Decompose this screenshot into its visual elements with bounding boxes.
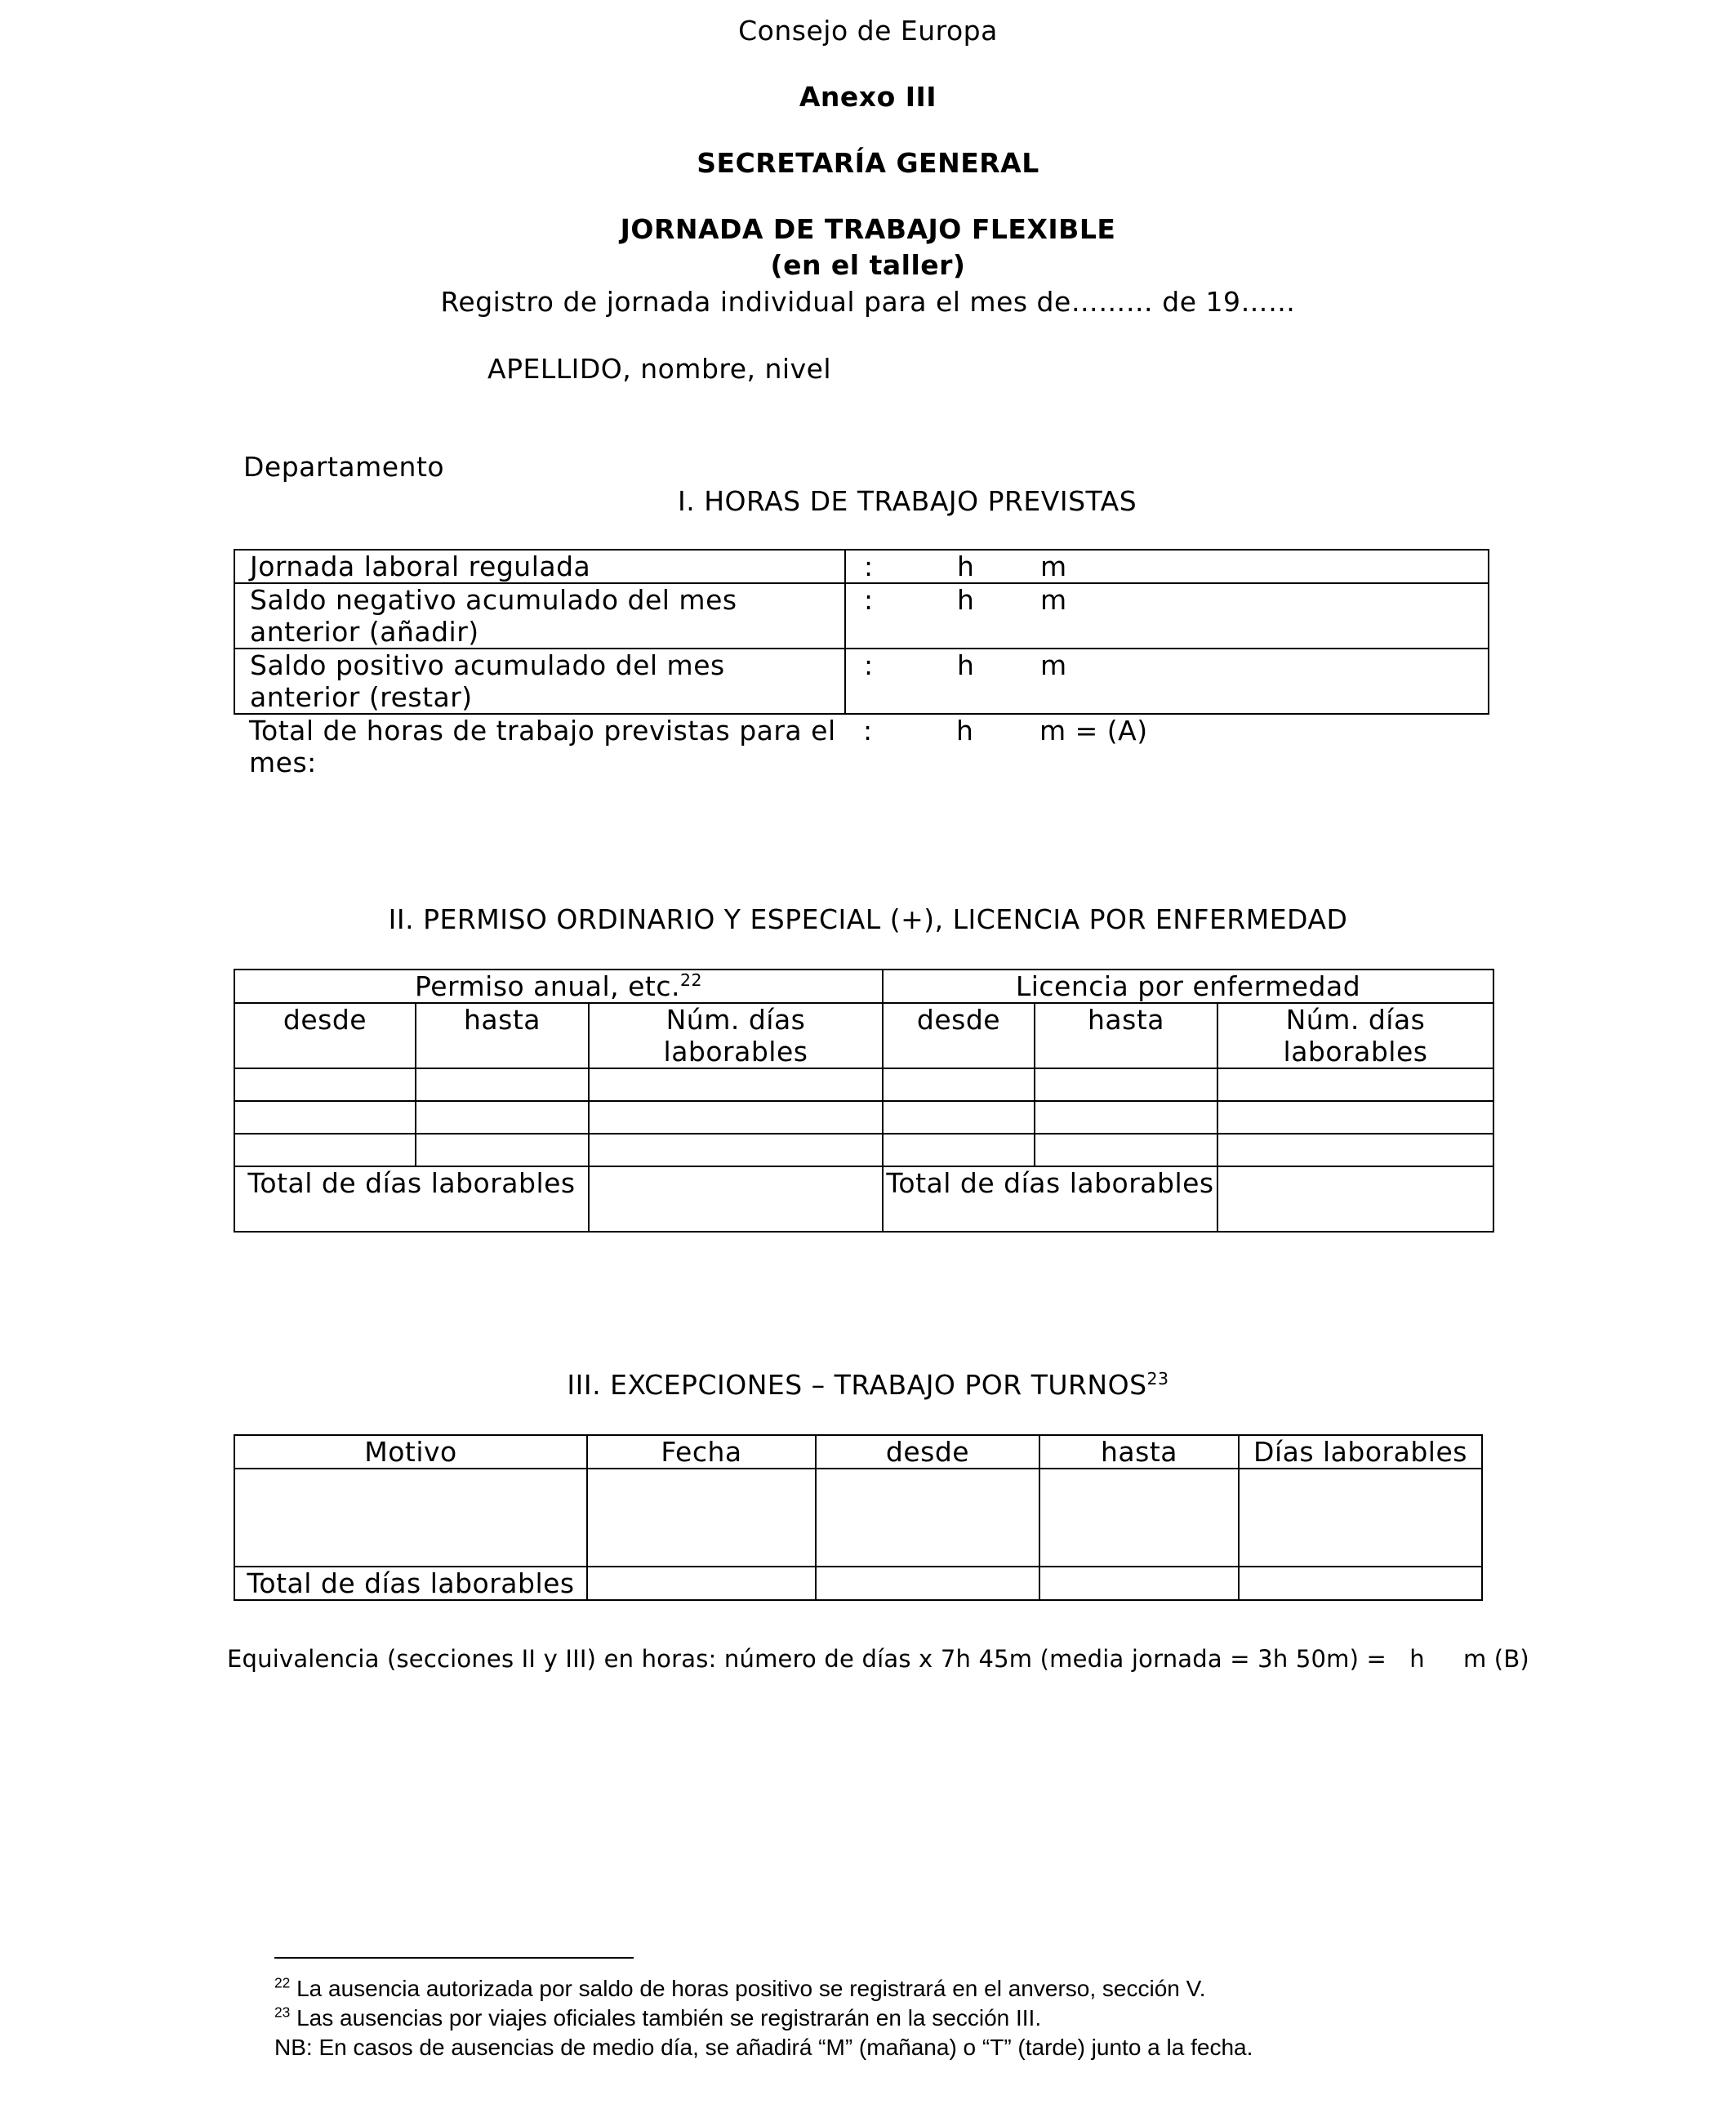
table-row [234,714,1489,778]
row-label: Total de horas de trabajo previstas para el mes: [249,715,836,778]
footnote-text: La ausencia autorizada por saldo de horas positivo se registrará en el anverso, sección V. [296,1976,1206,2001]
register-line: Registro de jornada individual para el mes de……… de 19…… [440,286,1296,318]
table-cell[interactable] [883,1068,1035,1101]
minutes-unit: m [1040,649,1067,681]
table-cell[interactable] [1035,1068,1217,1101]
footnote-mark: 23 [274,2004,291,2021]
table-cell[interactable] [416,1134,589,1166]
total-cell[interactable] [589,1166,883,1232]
row-label: Saldo negativo acumulado del mes anterior (añadir) [234,583,845,649]
hours-unit: h [956,715,974,747]
table-cell[interactable] [416,1068,589,1101]
table-cell[interactable] [1217,1134,1493,1166]
exceptions-table [234,1434,1483,1601]
total-row [234,1567,1482,1600]
section1-heading: I. HORAS DE TRABAJO PREVISTAS [678,485,1137,517]
minutes-unit: m [1040,584,1067,616]
table-cell[interactable] [1217,1101,1493,1134]
footnote-22 [274,1976,1206,2002]
table-row [234,1134,1493,1166]
row-label: Saldo positivo acumulado del mes anterior (restar) [234,649,845,714]
col-header: Motivo [234,1435,587,1469]
total-cell[interactable] [1039,1567,1239,1600]
table-cell[interactable] [587,1469,816,1567]
row-label: Jornada laboral regulada [234,550,845,583]
department-label: Departamento [243,451,445,483]
colon: : [863,715,873,747]
table-cell[interactable] [1035,1101,1217,1134]
minutes-unit: m [1040,551,1067,582]
planned-hours-table [234,549,1489,778]
annex-title: Anexo III [799,81,937,113]
table-cell[interactable] [1239,1469,1482,1567]
colon: : [864,649,874,681]
section3-heading-text: III. EXCEPCIONES – TRABAJO POR TURNOS [567,1369,1147,1401]
section2-heading: II. PERMISO ORDINARIO Y ESPECIAL (+), LICENCIA POR ENFERMEDAD [388,903,1348,935]
total-label: Total de días laborables [883,1166,1217,1232]
table-row [234,1068,1493,1101]
sick-leave-header: Licencia por enfermedad [883,970,1493,1003]
footnote-mark: 22 [274,1974,291,1991]
row-value[interactable] [845,550,1489,583]
secretariat-title: SECRETARÍA GENERAL [697,147,1039,179]
row-value[interactable] [845,714,1489,778]
col-header: Días laborables [1239,1435,1482,1469]
table-cell[interactable] [589,1068,883,1101]
table-cell[interactable] [1039,1469,1239,1567]
col-header: Fecha [587,1435,816,1469]
table-cell[interactable] [234,1068,416,1101]
hours-unit: h [957,649,975,681]
table-cell[interactable] [883,1101,1035,1134]
annual-leave-header [234,970,883,1003]
total-label: Total de días laborables [234,1567,587,1600]
table-header-row [234,1003,1493,1068]
table-row [234,649,1489,714]
table-header-row [234,1435,1482,1469]
table-row [234,1469,1482,1567]
annual-leave-label: Permiso anual, etc. [414,970,680,1002]
hours-unit: h [957,584,975,616]
col-header: desde [234,1003,416,1068]
total-cell[interactable] [1217,1166,1493,1232]
col-header: hasta [1039,1435,1239,1469]
table-cell[interactable] [234,1101,416,1134]
section3-heading [0,1369,1736,1401]
form-title: JORNADA DE TRABAJO FLEXIBLE [620,213,1116,245]
footnote-ref-23: 23 [1146,1369,1169,1389]
total-cell[interactable] [587,1567,816,1600]
colon: : [864,551,874,582]
hours-unit: h [957,551,975,582]
colon: : [864,584,874,616]
name-label: APELLIDO, nombre, nivel [487,353,832,385]
total-cell[interactable] [1239,1567,1482,1600]
table-cell[interactable] [1217,1068,1493,1101]
row-value[interactable] [845,583,1489,649]
table-row [234,1101,1493,1134]
table-cell[interactable] [883,1134,1035,1166]
total-cell[interactable] [816,1567,1039,1600]
total-row [234,1166,1493,1232]
col-header: Núm. días laborables [589,1003,883,1068]
table-cell[interactable] [1035,1134,1217,1166]
footnote-ref-22: 22 [679,970,702,990]
footnote-text: Las ausencias por viajes oficiales también se registrarán en la sección III. [296,2005,1042,2031]
table-cell[interactable] [816,1469,1039,1567]
table-cell[interactable] [589,1134,883,1166]
row-value[interactable] [845,649,1489,714]
table-cell[interactable] [589,1101,883,1134]
minutes-unit: m = (A) [1039,715,1148,747]
footnote-separator [274,1957,634,1959]
table-row [234,583,1489,649]
col-header: desde [883,1003,1035,1068]
col-header: Núm. días laborables [1217,1003,1493,1068]
table-header-row [234,970,1493,1003]
col-header: hasta [1035,1003,1217,1068]
table-cell[interactable] [416,1101,589,1134]
col-header: hasta [416,1003,589,1068]
total-label: Total de días laborables [234,1166,589,1232]
col-header: desde [816,1435,1039,1469]
table-cell[interactable] [234,1134,416,1166]
table-row [234,550,1489,583]
leave-table [234,969,1494,1233]
form-subtitle: (en el taller) [770,249,966,281]
table-cell[interactable] [234,1469,587,1567]
footnote-nb: NB: En casos de ausencias de medio día, se añadirá “M” (mañana) o “T” (tarde) junto a la fecha. [274,2035,1253,2060]
footnote-23 [274,2005,1041,2031]
equivalence-line: Equivalencia (secciones II y III) en horas: número de días x 7h 45m (media jornada = 3h 50m) = h m (B) [227,1645,1529,1673]
org-name: Consejo de Europa [738,15,998,47]
